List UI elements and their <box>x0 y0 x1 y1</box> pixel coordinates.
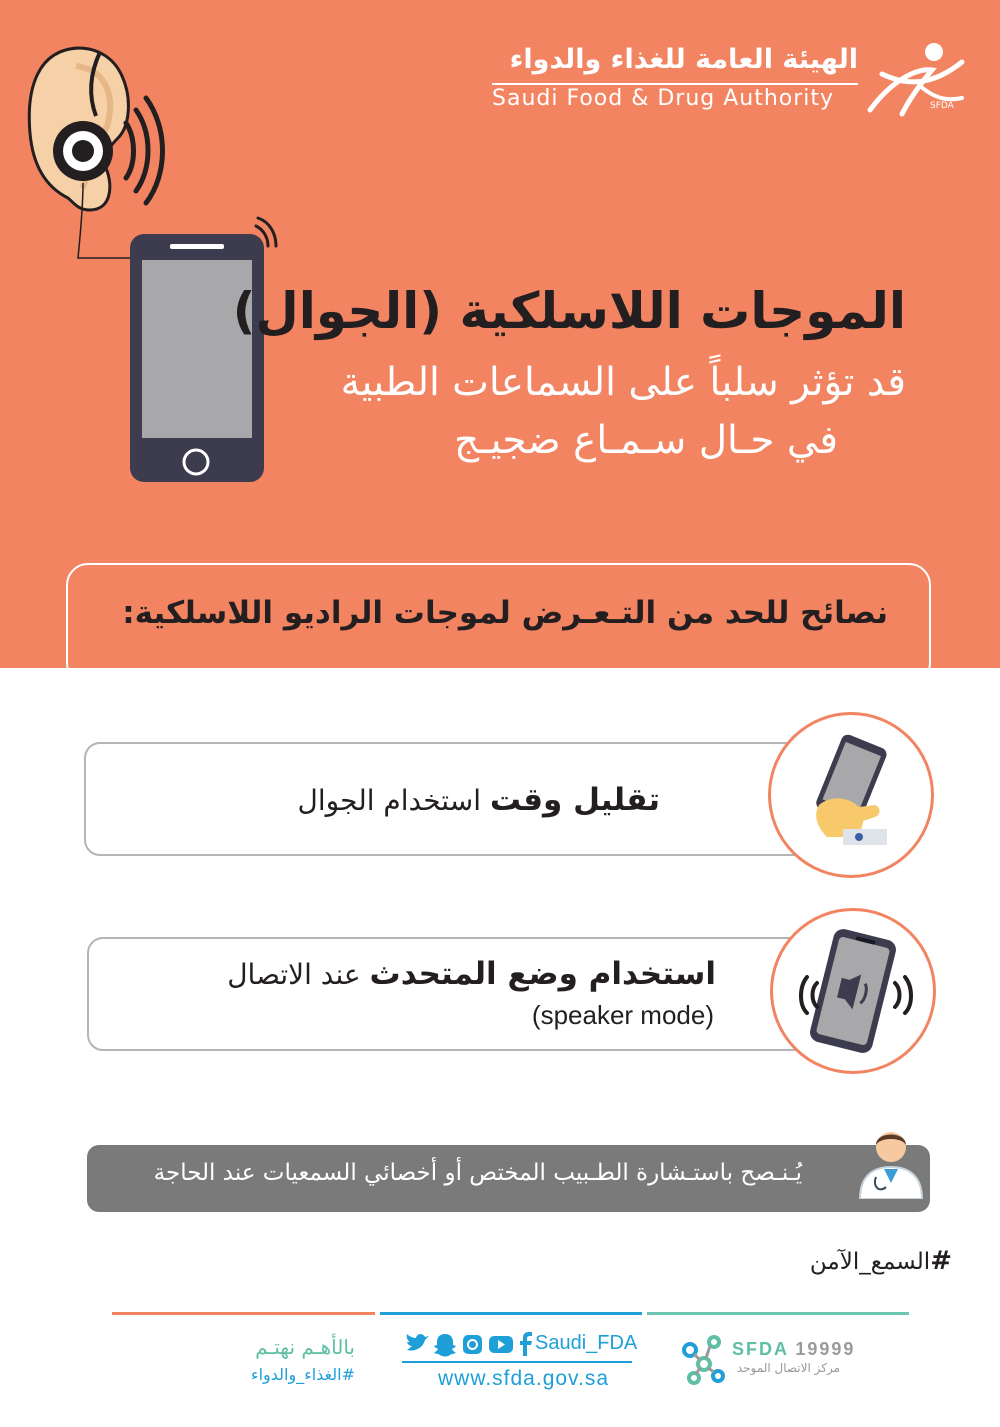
website-link[interactable]: www.sfda.gov.sa <box>438 1367 610 1390</box>
tip-2-note: (speaker mode) <box>531 1000 714 1030</box>
doctor-icon <box>850 1117 932 1199</box>
twitter-icon[interactable] <box>407 1334 429 1351</box>
footer-slogan-hashtag: #الغذاء_والدواء <box>251 1365 355 1384</box>
subtitle-line-1: قد تؤثر سلباً على السماعات الطبية <box>340 360 906 405</box>
logo-divider <box>492 83 858 85</box>
tip-2-bold: استخدام وضع المتحدث <box>369 956 716 992</box>
logo-english-text: Saudi Food & Drug Authority <box>492 86 835 111</box>
contact-number-value[interactable]: 19999 <box>795 1339 856 1359</box>
contact-center-icon <box>680 1334 728 1386</box>
tip-2-rest: عند الاتصال <box>227 958 370 991</box>
speaker-phone-icon <box>773 911 933 1071</box>
hashtag <box>810 1246 952 1276</box>
tip-1-text <box>298 782 660 818</box>
footer-rule-blue <box>380 1312 642 1315</box>
footer-rule-orange <box>112 1312 375 1315</box>
tip-card-2 <box>87 937 817 1051</box>
phone-icon <box>130 234 264 482</box>
footer-slogan: بالأهـم نهتـم <box>255 1335 355 1359</box>
ear-hearing-aid-phone-illustration <box>18 38 288 490</box>
youtube-icon[interactable] <box>489 1336 513 1353</box>
logo-mark-text: SFDA <box>930 101 954 111</box>
hashtag-symbol: # <box>930 1246 952 1276</box>
contact-number <box>732 1339 855 1360</box>
footer-social-divider <box>402 1361 632 1363</box>
sound-waves-icon <box>126 98 163 203</box>
subtitle-line-2: في حـال سـمـاع ضجيـج <box>454 418 838 463</box>
tip-1-bold: تقليل وقت <box>489 782 660 818</box>
page-title: الموجات اللاسلكية (الجوال) <box>232 282 906 340</box>
tip-2-icon-circle <box>770 908 936 1074</box>
contact-brand: SFDA <box>732 1339 789 1359</box>
snapchat-icon[interactable] <box>434 1334 456 1357</box>
hand-phone-icon <box>771 715 931 875</box>
contact-center-label: مركز الاتصال الموحد <box>736 1361 840 1375</box>
hashtag-text: السمع_الآمن <box>809 1249 931 1275</box>
footer-rule-teal <box>647 1312 909 1315</box>
logo-arabic-text: الهيئة العامة للغذاء والدواء <box>509 44 858 75</box>
tip-2-text <box>227 956 716 992</box>
sfda-logo-icon <box>862 40 966 122</box>
tip-1-icon-circle <box>768 712 934 878</box>
social-handle[interactable]: Saudi_FDA <box>535 1332 638 1354</box>
advice-text: يُـنـصح باستـشارة الطـبيب المختص أو أخصائي السمعيات عند الحاجة <box>153 1160 802 1186</box>
facebook-icon[interactable] <box>520 1332 532 1356</box>
tips-heading: نصائح للحد من التـعـرض لموجات الراديو اللاسلكية: <box>122 595 888 631</box>
instagram-icon[interactable] <box>463 1335 482 1354</box>
tip-1-rest: استخدام الجوال <box>297 784 490 817</box>
